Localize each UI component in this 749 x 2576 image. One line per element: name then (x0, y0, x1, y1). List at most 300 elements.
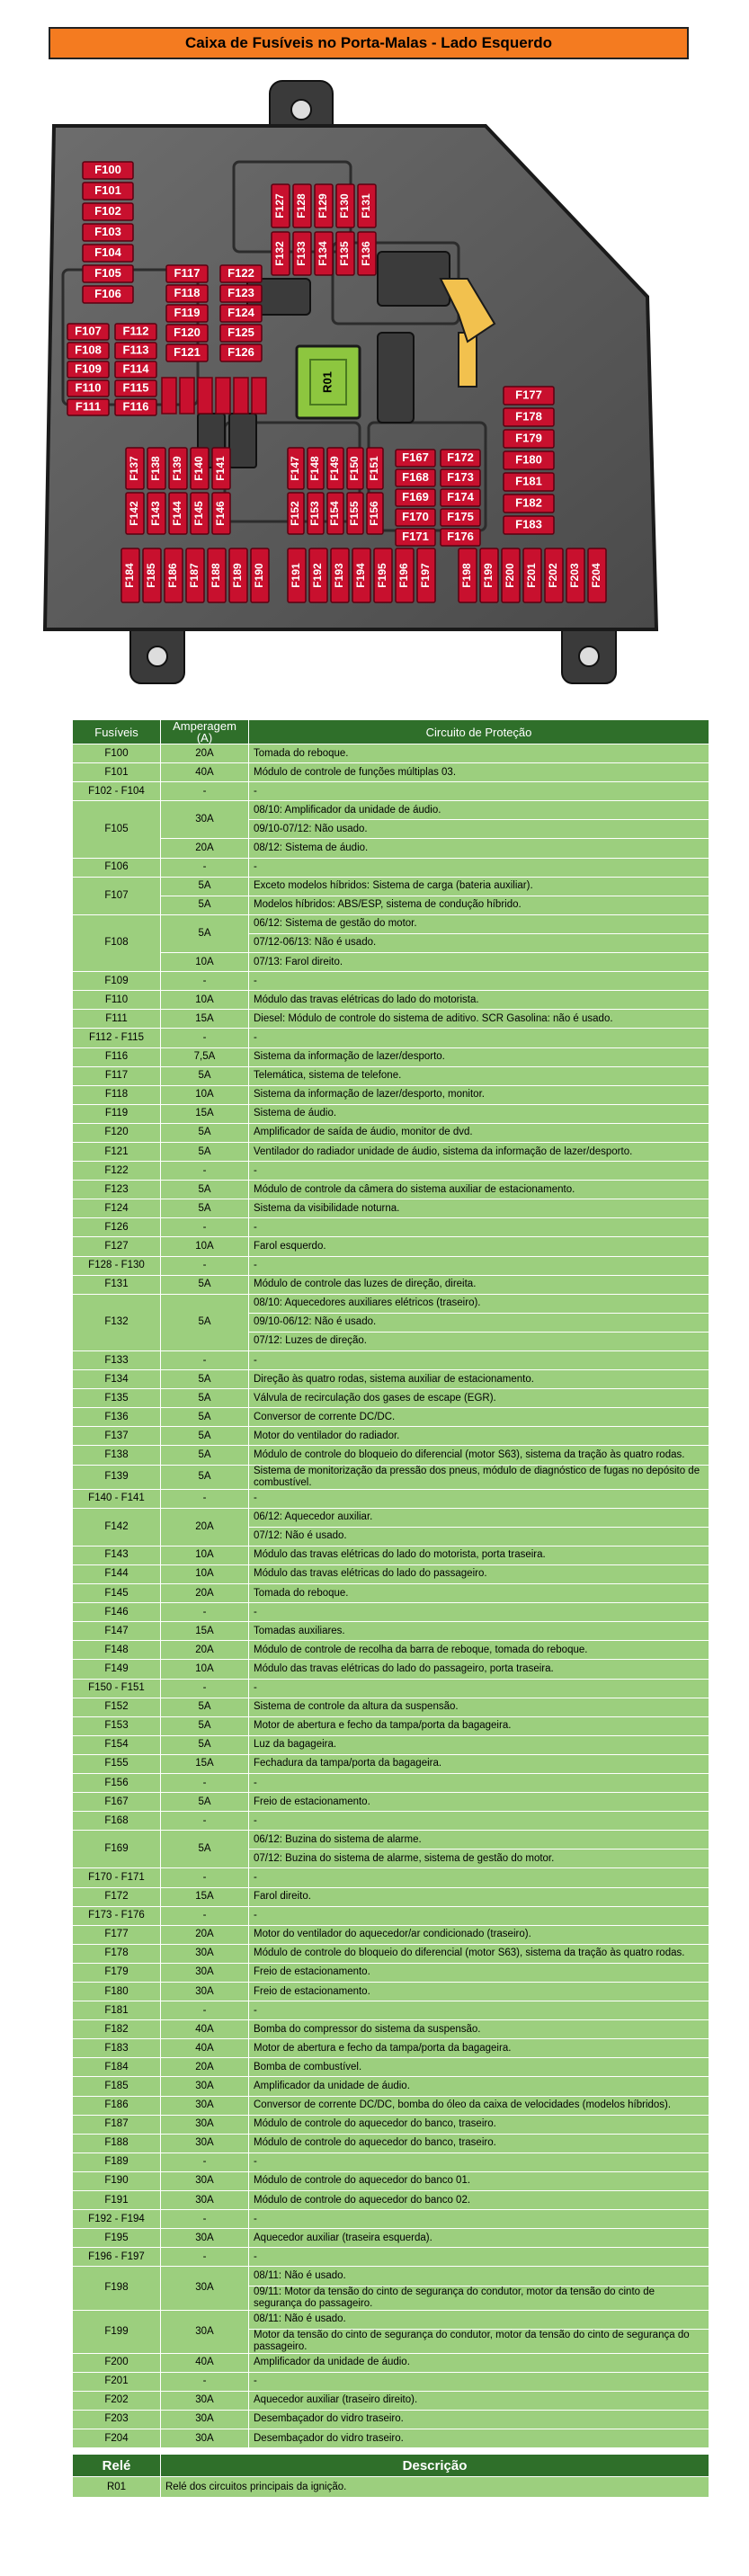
fuse-label: F195 (376, 563, 389, 588)
fuse-label: F124 (227, 305, 254, 319)
fuse-116 (115, 399, 156, 415)
circuit-cell: 09/10-06/12: Não é usado. (249, 1313, 709, 1332)
fuse-111 (67, 399, 109, 415)
fuse-id-cell: F188 (73, 2134, 161, 2153)
fuse-label: F104 (94, 245, 121, 259)
amperage-cell: - (161, 2153, 249, 2171)
fuse-122 (220, 265, 262, 282)
fuse-label: F112 (122, 324, 149, 338)
table-row (73, 2210, 709, 2229)
amperage-cell: 30A (161, 2077, 249, 2096)
fuse-label: F197 (419, 563, 432, 588)
circuit-cell: Módulo de controle da câmera do sistema auxiliar de estacionamento. (249, 1181, 709, 1199)
fuse-131 (358, 184, 376, 227)
fuse-label: F179 (515, 431, 542, 445)
fuse-label: F153 (308, 501, 322, 526)
amperage-cell: 20A (161, 1508, 249, 1546)
fuse-199 (480, 548, 498, 602)
circuit-cell: Aquecedor auxiliar (traseira esquerda). (249, 2229, 709, 2248)
fuse-102 (83, 203, 133, 220)
fuse-id-cell: F107 (73, 877, 161, 914)
fuse-label: F109 (75, 361, 102, 376)
fuse-label: F137 (128, 456, 141, 481)
table-row (73, 1427, 709, 1446)
fuse-label: F149 (328, 456, 342, 481)
fuse-label: F184 (123, 563, 137, 588)
circuit-cell: 08/12: Sistema de áudio. (249, 839, 709, 858)
circuit-cell: Direção às quatro rodas, sistema auxiliar de estacionamento. (249, 1370, 709, 1389)
fuse-202 (545, 548, 563, 602)
amperage-cell: 40A (161, 2039, 249, 2058)
amperage-cell: 15A (161, 1754, 249, 1773)
table-row (73, 2429, 709, 2447)
fuse-125 (220, 325, 262, 342)
circuit-cell: - (249, 1868, 709, 1887)
amperage-cell: 10A (161, 1564, 249, 1583)
fuse-123 (220, 285, 262, 302)
fuse-152 (288, 493, 304, 534)
fuse-id-cell: F123 (73, 1181, 161, 1199)
table-row (73, 1162, 709, 1181)
fuse-label: F147 (289, 456, 302, 481)
fuse-203 (566, 548, 584, 602)
fuse-id-cell: F118 (73, 1085, 161, 1104)
fuse-id-cell: F190 (73, 2171, 161, 2190)
table-row (73, 1812, 709, 1831)
relay-description-cell: Relé dos circuitos principais da ignição. (161, 2477, 709, 2498)
amperage-cell: - (161, 1218, 249, 1237)
circuit-cell: 06/12: Sistema de gestão do motor. (249, 914, 709, 933)
fuse-label: F152 (289, 501, 302, 526)
table-row (73, 1465, 709, 1489)
amperage-cell: 5A (161, 1123, 249, 1142)
circuit-cell: Modelos híbridos: ABS/ESP, sistema de condução híbrido. (249, 896, 709, 914)
fuse-169 (396, 489, 435, 506)
circuit-cell: Amplificador da unidade de áudio. (249, 2353, 709, 2372)
amperage-cell: 30A (161, 2096, 249, 2115)
circuit-cell: Conversor de corrente DC/DC, bomba do óleo da caixa de velocidades (modelos híbridos). (249, 2096, 709, 2115)
circuit-cell: Módulo das travas elétricas do lado do passageiro. (249, 1564, 709, 1583)
table-row (73, 2115, 709, 2134)
circuit-cell: Desembaçador do vidro traseiro. (249, 2429, 709, 2447)
fuse-table (72, 719, 709, 2448)
fuse-148 (308, 448, 324, 489)
fuse-label: F131 (360, 193, 373, 218)
amperage-cell: - (161, 2248, 249, 2267)
fuse-id-cell: F148 (73, 1641, 161, 1660)
fuse-id-cell: F199 (73, 2310, 161, 2353)
table-row (73, 1831, 709, 1850)
fuse-label: F176 (447, 529, 474, 543)
amperage-cell: 30A (161, 2429, 249, 2447)
header-description: Descrição (161, 2455, 709, 2477)
fuse-id-cell: F108 (73, 914, 161, 971)
table-row (73, 1584, 709, 1603)
fuse-104 (83, 245, 133, 262)
circuit-cell: Módulo de controle de funções múltiplas 03. (249, 763, 709, 782)
amperage-cell: - (161, 1162, 249, 1181)
fuse-126 (220, 344, 262, 361)
table-row (73, 1716, 709, 1735)
fuse-107 (67, 324, 109, 340)
fuse-table-header (73, 720, 709, 744)
fuse-label: F174 (447, 489, 474, 504)
table-row (73, 1660, 709, 1679)
circuit-cell: 07/13: Farol direito. (249, 953, 709, 972)
fuse-105 (83, 265, 133, 282)
fuse-id-cell: F136 (73, 1408, 161, 1427)
circuit-cell: Desembaçador do vidro traseiro. (249, 2410, 709, 2429)
fuse-178 (504, 408, 554, 426)
fuse-139 (169, 448, 187, 489)
fuse-156 (367, 493, 383, 534)
amperage-cell: 5A (161, 1698, 249, 1716)
table-row (73, 1793, 709, 1812)
circuit-cell: - (249, 2248, 709, 2267)
table-row (73, 2039, 709, 2058)
circuit-cell: Fechadura da tampa/porta da bagageira. (249, 1754, 709, 1773)
amperage-cell: 10A (161, 1546, 249, 1564)
fuse-id-cell: F149 (73, 1660, 161, 1679)
fuse-128 (293, 184, 311, 227)
amperage-cell: 20A (161, 839, 249, 858)
fuse-label: F194 (354, 563, 368, 588)
fuse-label: F175 (447, 509, 474, 523)
amperage-cell: 5A (161, 877, 249, 896)
amperage-cell: 40A (161, 2020, 249, 2039)
fuse-label: F203 (568, 563, 582, 588)
fuse-137 (126, 448, 144, 489)
fuse-label: F141 (214, 456, 227, 481)
fuse-id-cell: F100 (73, 744, 161, 763)
circuit-cell: 08/11: Não é usado. (249, 2310, 709, 2329)
amperage-cell: 30A (161, 1963, 249, 1982)
fuse-label: F178 (515, 409, 542, 423)
fuse-136 (358, 232, 376, 275)
circuit-cell: Farol direito. (249, 1887, 709, 1906)
fuse-117 (166, 265, 208, 282)
table-row (73, 1256, 709, 1275)
fuse-label: F192 (311, 563, 325, 588)
amperage-cell: 30A (161, 801, 249, 839)
fuse-180 (504, 451, 554, 469)
fuse-144 (169, 493, 187, 534)
fuse-id-cell: F122 (73, 1162, 161, 1181)
fuse-id-cell: F145 (73, 1584, 161, 1603)
amperage-cell: 10A (161, 991, 249, 1010)
amperage-cell: - (161, 1812, 249, 1831)
circuit-cell: Módulo de controle do aquecedor do banco 02. (249, 2191, 709, 2210)
amperage-cell: 10A (161, 1660, 249, 1679)
table-row (73, 1237, 709, 1256)
fuse-label: F186 (166, 563, 180, 588)
fuse-id-cell: F112 - F115 (73, 1029, 161, 1047)
circuit-cell: Módulo das travas elétricas do lado do passageiro, porta traseira. (249, 1660, 709, 1679)
fuse-label: F107 (75, 324, 102, 338)
fuse-id-cell: F127 (73, 1237, 161, 1256)
fuse-id-cell: F184 (73, 2058, 161, 2077)
fuse-label: F156 (368, 501, 381, 526)
fuse-label: F201 (525, 563, 539, 588)
fuse-id-cell: F172 (73, 1887, 161, 1906)
circuit-cell: - (249, 1603, 709, 1622)
fuse-label: F114 (122, 361, 149, 376)
circuit-cell: Módulo de controle das luzes de direção, direita. (249, 1275, 709, 1294)
amperage-cell: 5A (161, 896, 249, 914)
circuit-cell: - (249, 2001, 709, 2020)
table-row (73, 2248, 709, 2267)
fuse-label: F138 (149, 456, 163, 481)
fuse-id-cell: F204 (73, 2429, 161, 2447)
circuit-cell: Luz da bagageira. (249, 1735, 709, 1754)
fuse-label: F190 (253, 563, 266, 588)
circuit-cell: Motor do ventilador do aquecedor/ar condicionado (traseiro). (249, 1925, 709, 1944)
table-row (73, 1546, 709, 1564)
table-row (73, 1389, 709, 1408)
header-fuse: Fusíveis (73, 720, 161, 744)
fuse-id-cell: F109 (73, 972, 161, 991)
table-row (73, 1199, 709, 1218)
table-row (73, 1408, 709, 1427)
fuse-129 (315, 184, 333, 227)
table-row (73, 1679, 709, 1698)
fuse-label: F154 (328, 501, 342, 526)
table-row (73, 2134, 709, 2153)
fuse-label: F115 (122, 380, 149, 395)
fuse-label: F202 (547, 563, 560, 588)
fuse-id-cell: F179 (73, 1963, 161, 1982)
circuit-cell: Sistema de controle da altura da suspensão. (249, 1698, 709, 1716)
amperage-cell: 5A (161, 1275, 249, 1294)
table-row (73, 1773, 709, 1792)
fuse-id-cell: F138 (73, 1446, 161, 1465)
amperage-cell: 30A (161, 2171, 249, 2190)
table-row (73, 1983, 709, 2001)
fuse-label: F128 (295, 193, 308, 218)
fuse-130 (336, 184, 354, 227)
fuse-label: F119 (174, 305, 201, 319)
amperage-cell: 10A (161, 1237, 249, 1256)
fuse-label: F113 (122, 343, 149, 357)
fuse-id-cell: F182 (73, 2020, 161, 2039)
table-row (73, 2153, 709, 2171)
table-row (73, 2310, 709, 2329)
table-row (73, 2096, 709, 2115)
amperage-cell: 40A (161, 763, 249, 782)
circuit-cell: - (249, 1256, 709, 1275)
fuse-label: F142 (128, 501, 141, 526)
circuit-cell: 07/12-06/13: Não é usado. (249, 933, 709, 952)
fuse-141 (212, 448, 230, 489)
circuit-cell: 06/12: Buzina do sistema de alarme. (249, 1831, 709, 1850)
table-row (73, 1887, 709, 1906)
amperage-cell: 20A (161, 2058, 249, 2077)
fuse-id-cell: F153 (73, 1716, 161, 1735)
circuit-cell: Tomadas auxiliares. (249, 1622, 709, 1641)
fuse-id-cell: F120 (73, 1123, 161, 1142)
fuse-196 (396, 548, 414, 602)
amperage-cell: 20A (161, 1925, 249, 1944)
amperage-cell: 5A (161, 1370, 249, 1389)
circuit-cell: 08/10: Amplificador da unidade de áudio. (249, 801, 709, 820)
fuse-id-cell: F146 (73, 1603, 161, 1622)
amperage-cell: - (161, 782, 249, 801)
table-row (73, 1508, 709, 1527)
circuit-cell: Telemática, sistema de telefone. (249, 1066, 709, 1085)
circuit-cell: Freio de estacionamento. (249, 1793, 709, 1812)
fuse-id-cell: F134 (73, 1370, 161, 1389)
table-row (73, 2372, 709, 2391)
fuse-id-cell: F147 (73, 1622, 161, 1641)
fuse-label: F133 (295, 241, 308, 266)
circuit-cell: Farol esquerdo. (249, 1237, 709, 1256)
table-row (73, 2353, 709, 2372)
relay-table-header (73, 2455, 709, 2477)
fuse-label: F139 (171, 456, 184, 481)
fuse-185 (143, 548, 161, 602)
circuit-cell: Bomba de combustível. (249, 2058, 709, 2077)
circuit-cell: Motor de abertura e fecho da tampa/porta da bagageira. (249, 2039, 709, 2058)
fuse-135 (336, 232, 354, 275)
fuse-id-cell: F185 (73, 2077, 161, 2096)
fuse-151 (367, 448, 383, 489)
table-row (73, 1489, 709, 1508)
page-title: Caixa de Fusíveis no Porta-Malas - Lado Esquerdo (49, 27, 689, 59)
fuse-121 (166, 344, 208, 361)
fuse-155 (347, 493, 363, 534)
fuse-id-cell: F137 (73, 1427, 161, 1446)
circuit-cell: - (249, 2210, 709, 2229)
fuse-label: F168 (402, 469, 429, 484)
fuse-id-cell: F105 (73, 801, 161, 858)
table-row (73, 2191, 709, 2210)
fuse-184 (121, 548, 139, 602)
amperage-cell: - (161, 1773, 249, 1792)
amperage-cell: 15A (161, 1104, 249, 1123)
circuit-cell: Módulo de controle do bloqueio do diferencial (motor S63), sistema da tração às quatro rodas. (249, 1446, 709, 1465)
circuit-cell: Diesel: Módulo de controle do sistema de aditivo. SCR Gasolina: não é usado. (249, 1010, 709, 1029)
amperage-cell: - (161, 858, 249, 877)
table-row (73, 1906, 709, 1925)
fuse-id-cell: F203 (73, 2410, 161, 2429)
fuse-label: F199 (482, 563, 495, 588)
fuse-label: F103 (94, 224, 121, 238)
fuse-label: F151 (368, 456, 381, 481)
circuit-cell: Motor do ventilador do radiador. (249, 1427, 709, 1446)
fuse-179 (504, 430, 554, 448)
fuse-140 (191, 448, 209, 489)
amperage-cell: 30A (161, 2410, 249, 2429)
table-row (73, 1218, 709, 1237)
table-row (73, 914, 709, 933)
fuse-190 (251, 548, 269, 602)
fuse-id-cell: F177 (73, 1925, 161, 1944)
fuse-150 (347, 448, 363, 489)
circuit-cell: Módulo de controle do aquecedor do banco 01. (249, 2171, 709, 2190)
table-row (73, 782, 709, 801)
fuse-191 (288, 548, 306, 602)
table-row (73, 1029, 709, 1047)
fuse-106 (83, 286, 133, 303)
relay-label: R01 (320, 371, 334, 393)
fuse-177 (504, 387, 554, 405)
fuse-label: F171 (402, 529, 429, 543)
fuse-id-cell: F189 (73, 2153, 161, 2171)
fuse-181 (504, 473, 554, 491)
table-row (73, 896, 709, 914)
fuse-132 (272, 232, 290, 275)
table-row (73, 1603, 709, 1622)
circuit-cell: Aquecedor auxiliar (traseiro direito). (249, 2391, 709, 2410)
fuse-114 (115, 361, 156, 378)
fuse-id-cell: F121 (73, 1142, 161, 1161)
amperage-cell: 30A (161, 2191, 249, 2210)
table-row (73, 2001, 709, 2020)
fuse-label: F172 (447, 450, 474, 464)
table-row (73, 1963, 709, 1982)
table-row (73, 1698, 709, 1716)
amperage-cell: 5A (161, 1446, 249, 1465)
table-row (73, 2058, 709, 2077)
circuit-cell: 07/12: Buzina do sistema de alarme, sistema de gestão do motor. (249, 1850, 709, 1868)
table-row (73, 1085, 709, 1104)
circuit-cell: Módulo de controle do bloqueio do diferencial (motor S63), sistema da tração às quatro rodas. (249, 1944, 709, 1963)
fuse-119 (166, 305, 208, 322)
fuse-label: F150 (348, 456, 361, 481)
circuit-cell: Tomada do reboque. (249, 1584, 709, 1603)
header-circuit: Circuito de Proteção (249, 720, 709, 744)
fuse-id-cell: F143 (73, 1546, 161, 1564)
circuit-cell: - (249, 782, 709, 801)
amperage-cell: 20A (161, 1584, 249, 1603)
fuse-176 (441, 529, 480, 546)
fuse-198 (459, 548, 477, 602)
table-row (73, 1446, 709, 1465)
fuse-label: F169 (402, 489, 429, 504)
fuse-id-cell: F192 - F194 (73, 2210, 161, 2229)
fuse-174 (441, 489, 480, 506)
fuse-182 (504, 495, 554, 513)
table-row (73, 1123, 709, 1142)
fuse-id-cell: F132 (73, 1294, 161, 1350)
fuse-id-cell: F144 (73, 1564, 161, 1583)
fuse-label: F146 (214, 501, 227, 526)
amperage-cell: 5A (161, 1465, 249, 1489)
fuse-197 (417, 548, 435, 602)
fuse-label: F126 (227, 344, 254, 359)
table-row (73, 1066, 709, 1085)
fuse-186 (165, 548, 183, 602)
circuit-cell: 08/11: Não é usado. (249, 2267, 709, 2286)
circuit-cell: Amplificador da unidade de áudio. (249, 2077, 709, 2096)
fuse-label: F102 (94, 203, 121, 218)
circuit-cell: - (249, 2372, 709, 2391)
fuse-id-cell: F183 (73, 2039, 161, 2058)
circuit-cell: - (249, 858, 709, 877)
table-row (73, 1754, 709, 1773)
fuse-id-cell: F178 (73, 1944, 161, 1963)
fuse-id-cell: F180 (73, 1983, 161, 2001)
fuse-id-cell: F140 - F141 (73, 1489, 161, 1508)
circuit-cell: - (249, 1489, 709, 1508)
circuit-cell: - (249, 1162, 709, 1181)
fuse-label: F187 (188, 563, 201, 588)
fuse-label: F143 (149, 501, 163, 526)
amperage-cell: 5A (161, 1066, 249, 1085)
circuit-cell: 09/10-07/12: Não usado. (249, 820, 709, 839)
fuse-id-cell: F111 (73, 1010, 161, 1029)
fuse-id-cell: F170 - F171 (73, 1868, 161, 1887)
